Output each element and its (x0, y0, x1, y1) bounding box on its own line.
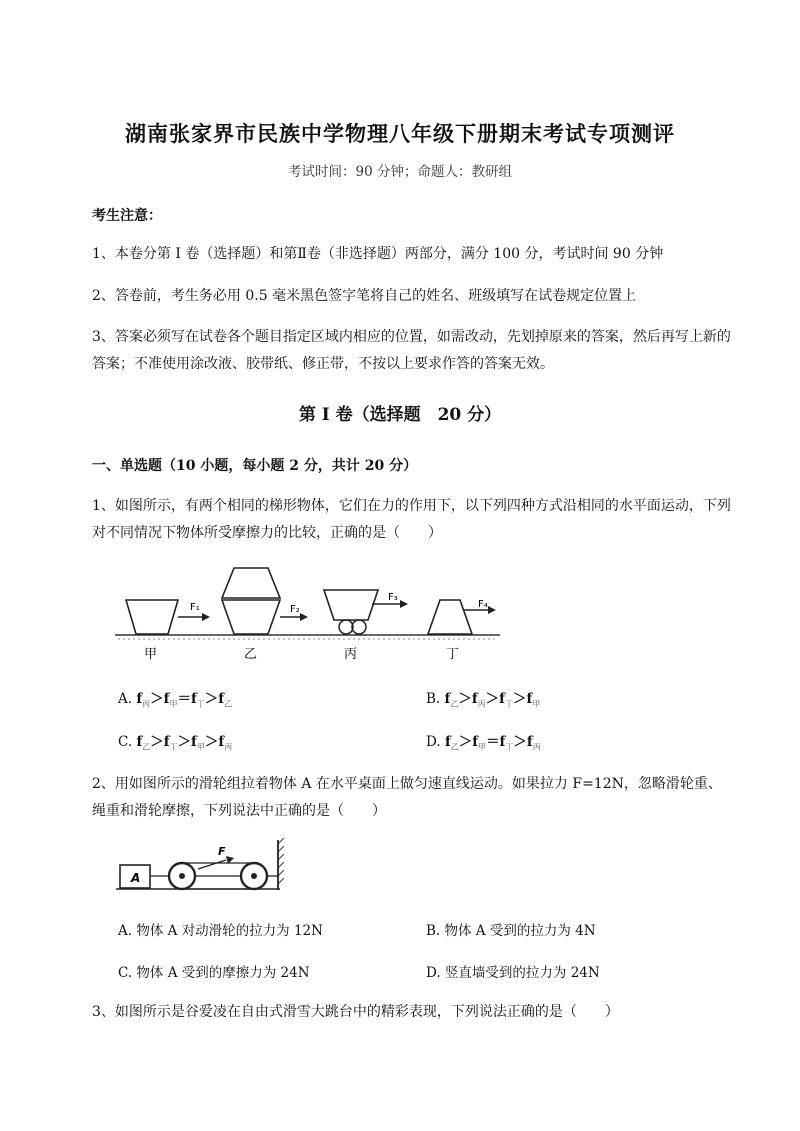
question-1-option-a[interactable]: A. $f_丙>f_甲=f_丁>f_乙$ (118, 691, 233, 709)
notice-item-2: 2、答卷前，考生务必用 0.5 毫米黑色签字笔将自己的姓名、班级填写在试卷规定位置上 (92, 288, 637, 304)
question-3-stem: 3、如图所示是谷爱凌在自由式滑雪大跳台中的精彩表现，下列说法正确的是（ ） (92, 1004, 619, 1020)
question-1-figure (110, 560, 500, 665)
question-1-option-c[interactable]: C. $f_乙>f_丁>f_甲>f_丙$ (118, 734, 233, 752)
figure-label-yi: 乙 (244, 647, 258, 662)
question-1-option-b[interactable]: B. $f_乙>f_丙>f_丁>f_甲$ (426, 691, 541, 709)
question-2-option-c[interactable]: C. 物体 A 受到的摩擦力为 24N (118, 965, 310, 981)
figure-label-ding: 丁 (446, 647, 460, 662)
notice-heading: 考生注意： (92, 208, 162, 224)
question-2-option-d[interactable]: D. 竖直墙受到的拉力为 24N (426, 965, 600, 981)
force-label-f2: F₂ (290, 604, 300, 615)
figure-label-jia: 甲 (144, 647, 158, 662)
question-2-figure (112, 838, 292, 896)
force-label-f3: F₃ (388, 592, 398, 603)
trapezoid-jia (126, 600, 178, 634)
figure-label-bing: 丙 (344, 647, 358, 662)
trapezoid-ding (428, 600, 472, 634)
exam-info: 考试时间：90 分钟；命题人：教研组 (288, 164, 512, 180)
question-1-option-d[interactable]: D. $f_乙>f_甲=f_丁>f_丙$ (426, 734, 541, 752)
question-2-option-b[interactable]: B. 物体 A 受到的拉力为 4N (426, 923, 596, 939)
notice-item-3: 3、答案必须写在试卷各个题目指定区域内相应的位置，如需改动，先划掉原来的答案，然后再写上新的答案；不准使用涂改液、胶带纸、修正带，不按以上要求作答的答案无效。 (92, 329, 731, 372)
page-title: 湖南张家界市民族中学物理八年级下册期末考试专项测评 (125, 121, 675, 146)
question-2-stem: 2、用如图所示的滑轮组拉着物体 A 在水平桌面上做匀速直线运动。如果拉力 F=12N，忽略滑轮重、绳重和滑轮摩擦，下列说法中正确的是（ ） (92, 776, 722, 819)
trapezoid-yi-bottom (222, 600, 280, 634)
roller-1 (339, 620, 353, 634)
trapezoid-yi-top (222, 568, 280, 598)
question-1-stem: 1、如图所示，有两个相同的梯形物体，它们在力的作用下，以下列四种方式沿相同的水平面运动，下列对不同情况下物体所受摩擦力的比较，正确的是（ ） (92, 498, 731, 541)
part-title: 一、单选题（10 小题，每小题 2 分，共计 20 分） (92, 458, 418, 474)
question-2-option-a[interactable]: A. 物体 A 对动滑轮的拉力为 12N (118, 923, 323, 939)
force-label-f4: F₄ (478, 599, 488, 610)
section-title: 第 I 卷（选择题 20 分） (298, 405, 502, 425)
block-a-label: A (131, 871, 141, 885)
roller-2 (352, 620, 366, 634)
force-f-label: F (218, 845, 226, 858)
trapezoid-bing (324, 590, 378, 620)
notice-item-1: 1、本卷分第 I 卷（选择题）和第Ⅱ卷（非选择题）两部分，满分 100 分，考试时间 90 分钟 (92, 246, 664, 262)
force-label-f1: F₁ (190, 602, 200, 613)
